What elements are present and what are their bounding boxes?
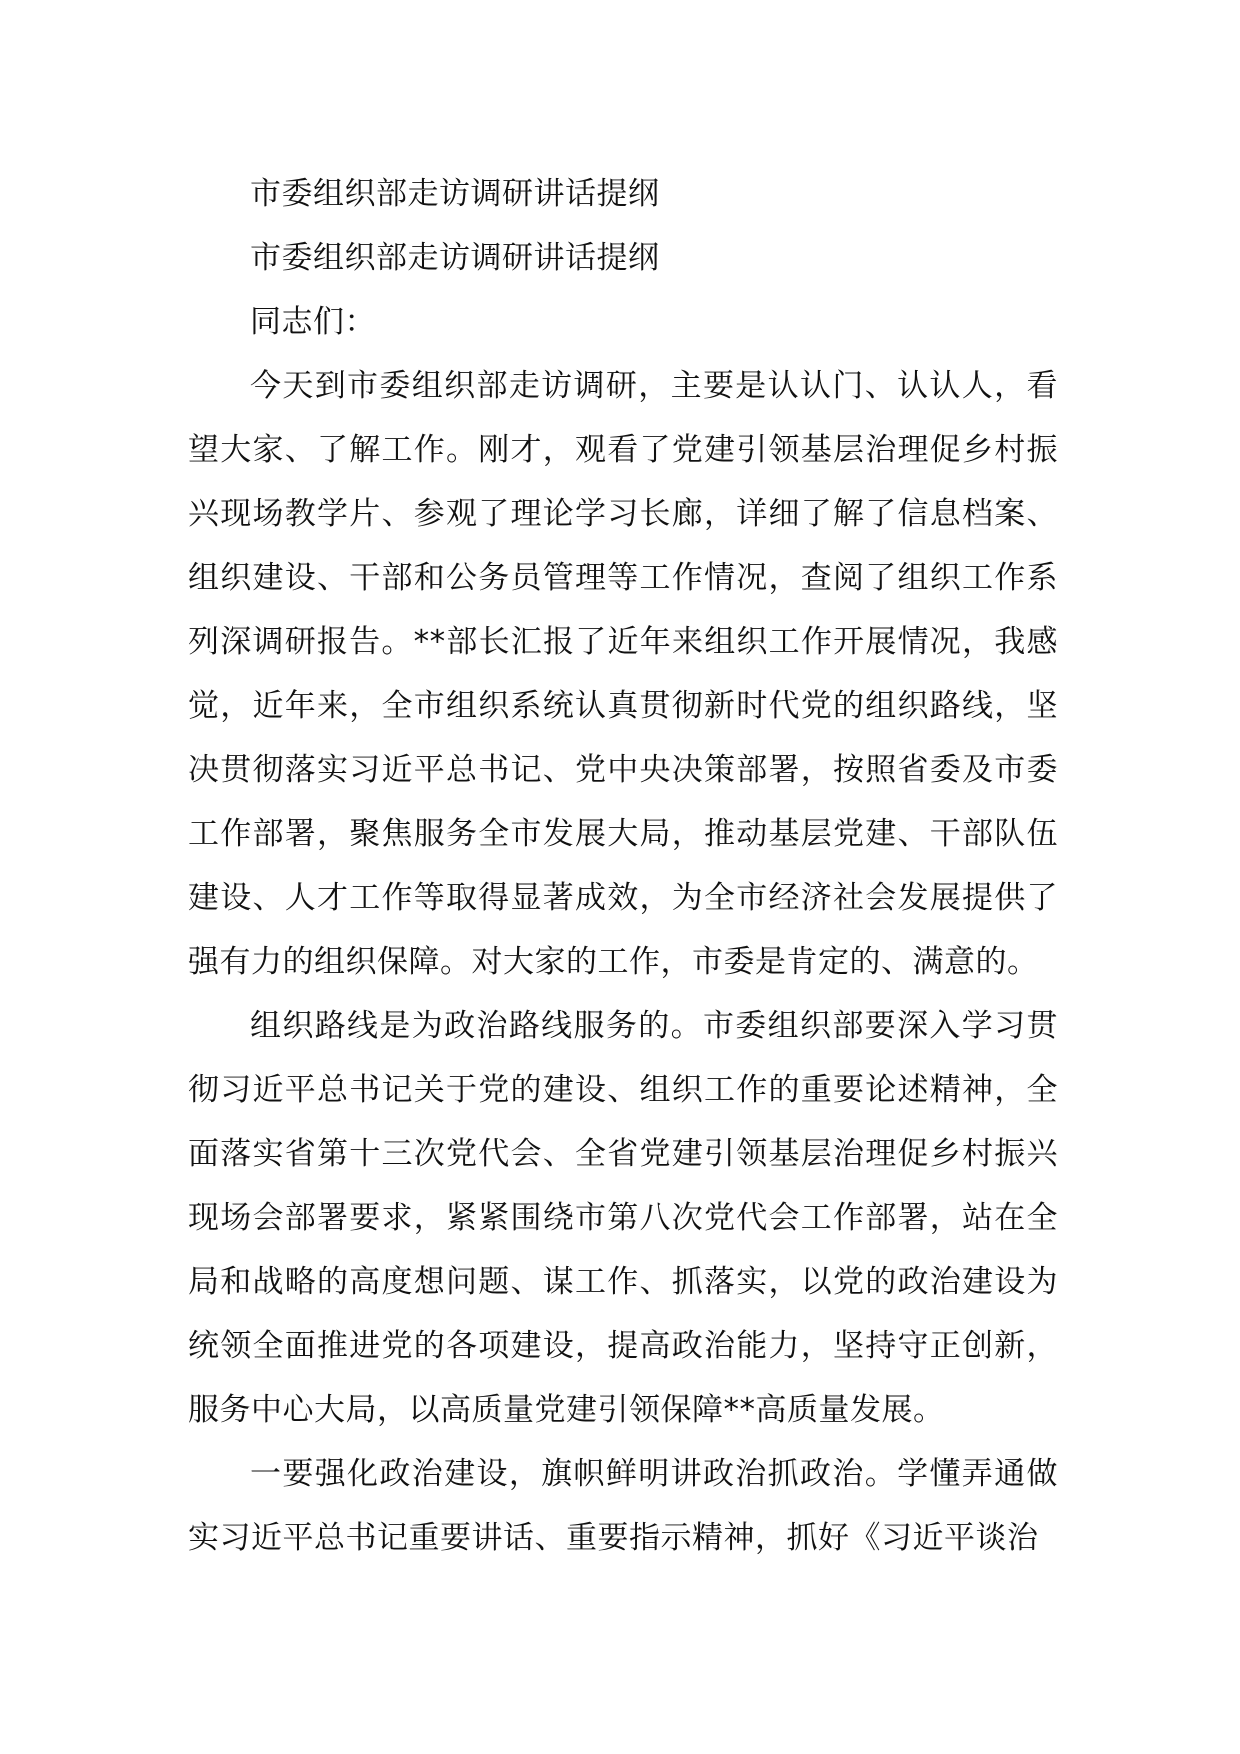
paragraph-political-construction: 一要强化政治建设，旗帜鲜明讲政治抓政治。学懂弄通做实习近平总书记重要讲话、重要指示精神，抓好《习近平谈治 — [188, 1456, 1058, 1556]
document-subtitle: 市委组织部走访调研讲话提纲 — [250, 240, 660, 276]
paragraph-intro: 今天到市委组织部走访调研，主要是认认门、认认人，看望大家、了解工作。刚才，观看了党建引领基层治理促乡村振兴现场教学片、参观了理论学习长廊，详细了解了信息档案、组织建设、干部和公务员管理等工作情况，查阅了组织工作系列深调研报告。**部长汇报了近年来组织工作开展情况，我感觉，近年来，全市组织系统认真贯彻新时代党的组织路线，坚决贯彻落实习近平总书记、党中央决策部署，按照省委及市委工作部署，聚焦服务全市发展大局，推动基层党建、干部队伍建设、人才工作等取得显著成效，为全市经济社会发展提供了强有力的组织保障。对大家的工作，市委是肯定的、满意的。 — [188, 368, 1058, 980]
document-title: 市委组织部走访调研讲话提纲 — [250, 176, 660, 212]
document-body — [188, 162, 1058, 1570]
salutation: 同志们： — [250, 304, 376, 340]
paragraph-organization-line: 组织路线是为政治路线服务的。市委组织部要深入学习贯彻习近平总书记关于党的建设、组织工作的重要论述精神，全面落实省第十三次党代会、全省党建引领基层治理促乡村振兴现场会部署要求，紧紧围绕市第八次党代会工作部署，站在全局和战略的高度想问题、谋工作、抓落实，以党的政治建设为统领全面推进党的各项建设，提高政治能力，坚持守正创新，服务中心大局，以高质量党建引领保障**高质量发展。 — [188, 1008, 1058, 1428]
